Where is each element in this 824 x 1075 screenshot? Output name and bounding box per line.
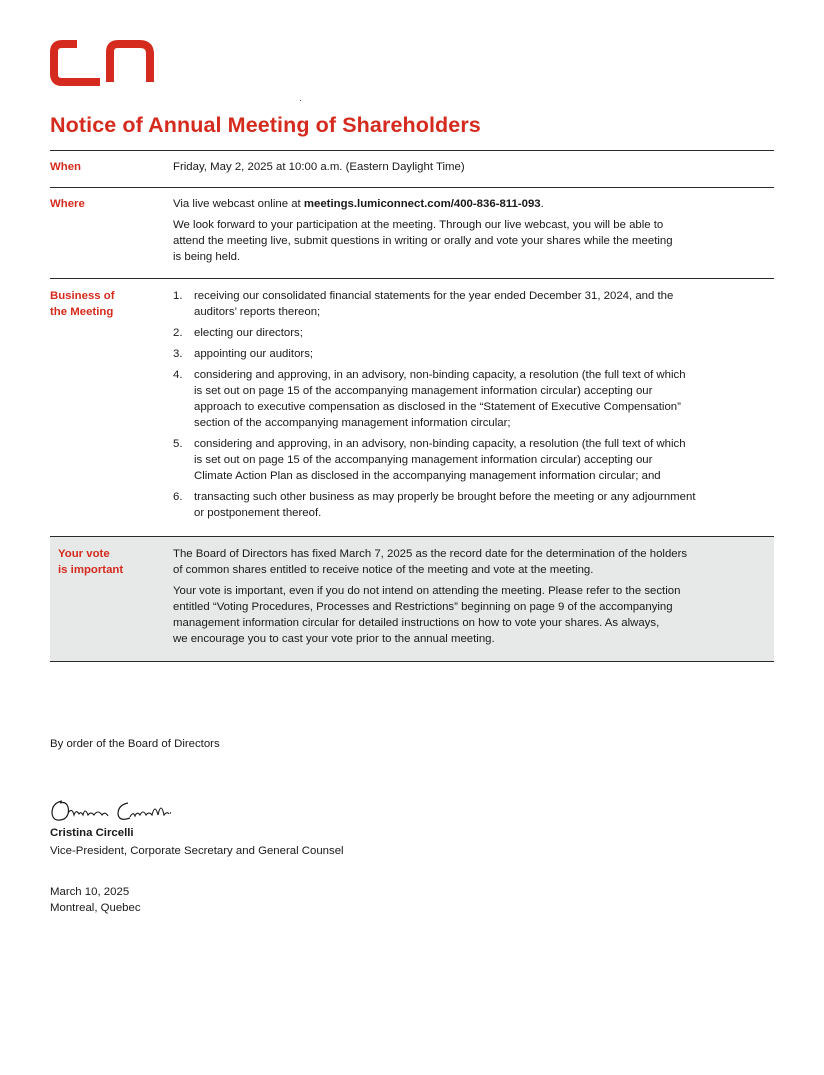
where-line-3: is being held. [173,251,241,263]
vote-text-line: management information circular for detailed instructions on how to vote your shares. As always, [173,617,660,629]
item-line: is set out on page 15 of the accompanying management information circular) accepting our [194,385,653,397]
vote-text-line: The Board of Directors has fixed March 7, 2025 as the record date for the determination of the holders [173,548,688,560]
business-label-line: the Meeting [50,306,114,318]
item-line: receiving our consolidated financial statements for the year ended December 31, 2024, and the [194,290,674,302]
item-line: transacting such other business as may properly be brought before the meeting or any adjournment [194,491,696,503]
business-label-line: Business of [50,290,115,302]
when-label: When [50,161,82,173]
where-intro: Via live webcast online at [173,198,304,210]
cn-logo [50,40,160,86]
item-line: is set out on page 15 of the accompanying management information circular) accepting our [194,454,653,466]
list-item [173,367,768,431]
item-number: 5. [173,438,183,450]
item-line: considering and approving, in an advisory, non-binding capacity, a resolution (the full text of which [194,438,686,450]
notice-date: March 10, 2025 [50,886,130,898]
signatory-title: Vice-President, Corporate Secretary and General Counsel [50,845,344,857]
list-item [173,288,768,320]
item-number: 1. [173,290,183,302]
item-line: electing our directors; [194,327,303,339]
where-content [173,196,768,265]
signatory-name: Cristina Circelli [50,827,134,839]
item-line: approach to executive compensation as disclosed in the “Statement of Executive Compensation” [194,401,681,413]
divider [50,278,774,279]
divider [50,150,774,151]
item-number: 3. [173,348,183,360]
vote-label-line: Your vote [58,548,110,560]
where-label: Where [50,198,85,210]
item-line: appointing our auditors; [194,348,314,360]
vote-text-line: of common shares entitled to receive notice of the meeting and vote at the meeting. [173,564,594,576]
when-text: Friday, May 2, 2025 at 10:00 a.m. (Eastern Daylight Time) [173,161,465,173]
item-line: Climate Action Plan as disclosed in the accompanying management information circular; and [194,470,661,482]
where-line-2: attend the meeting live, submit questions in writing or orally and vote your shares while the meeting [173,235,673,247]
notice-location: Montreal, Quebec [50,902,141,914]
webcast-link[interactable]: meetings.lumiconnect.com/400-836-811-093 [303,198,541,210]
page-title: Notice of Annual Meeting of Shareholders [50,113,481,137]
where-line-1: We look forward to your participation at the meeting. Through our live webcast, you will be able to [173,219,664,231]
item-line: considering and approving, in an advisory, non-binding capacity, a resolution (the full text of which [194,369,686,381]
vote-text-line: we encourage you to cast your vote prior to the annual meeting. [173,633,495,645]
signature-image [48,793,208,829]
vote-label [58,546,168,578]
list-item [173,436,768,484]
item-number: 6. [173,491,183,503]
when-content [173,159,768,175]
business-items-list [173,288,768,521]
by-order-text: By order of the Board of Directors [50,738,220,750]
item-number: 4. [173,369,183,381]
where-period: . [540,198,544,210]
list-item [173,346,768,362]
business-content [173,288,768,526]
where-webcast-line [173,196,768,212]
item-line: section of the accompanying management information circular; [194,417,511,429]
vote-label-line: is important [58,564,124,576]
business-label [50,288,160,320]
item-line: auditors’ reports thereon; [194,306,321,318]
vote-content [173,546,768,647]
list-item [173,325,768,341]
divider [50,661,774,662]
vote-text-line: Your vote is important, even if you do not intend on attending the meeting. Please refer to the section [173,585,681,597]
item-number: 2. [173,327,183,339]
item-line: or postponement thereof. [194,507,322,519]
stray-mark [300,100,301,101]
vote-section [50,537,774,661]
list-item [173,489,768,521]
divider [50,187,774,188]
vote-text-line: entitled “Voting Procedures, Processes and Restrictions” beginning on page 9 of the accompanying [173,601,673,613]
